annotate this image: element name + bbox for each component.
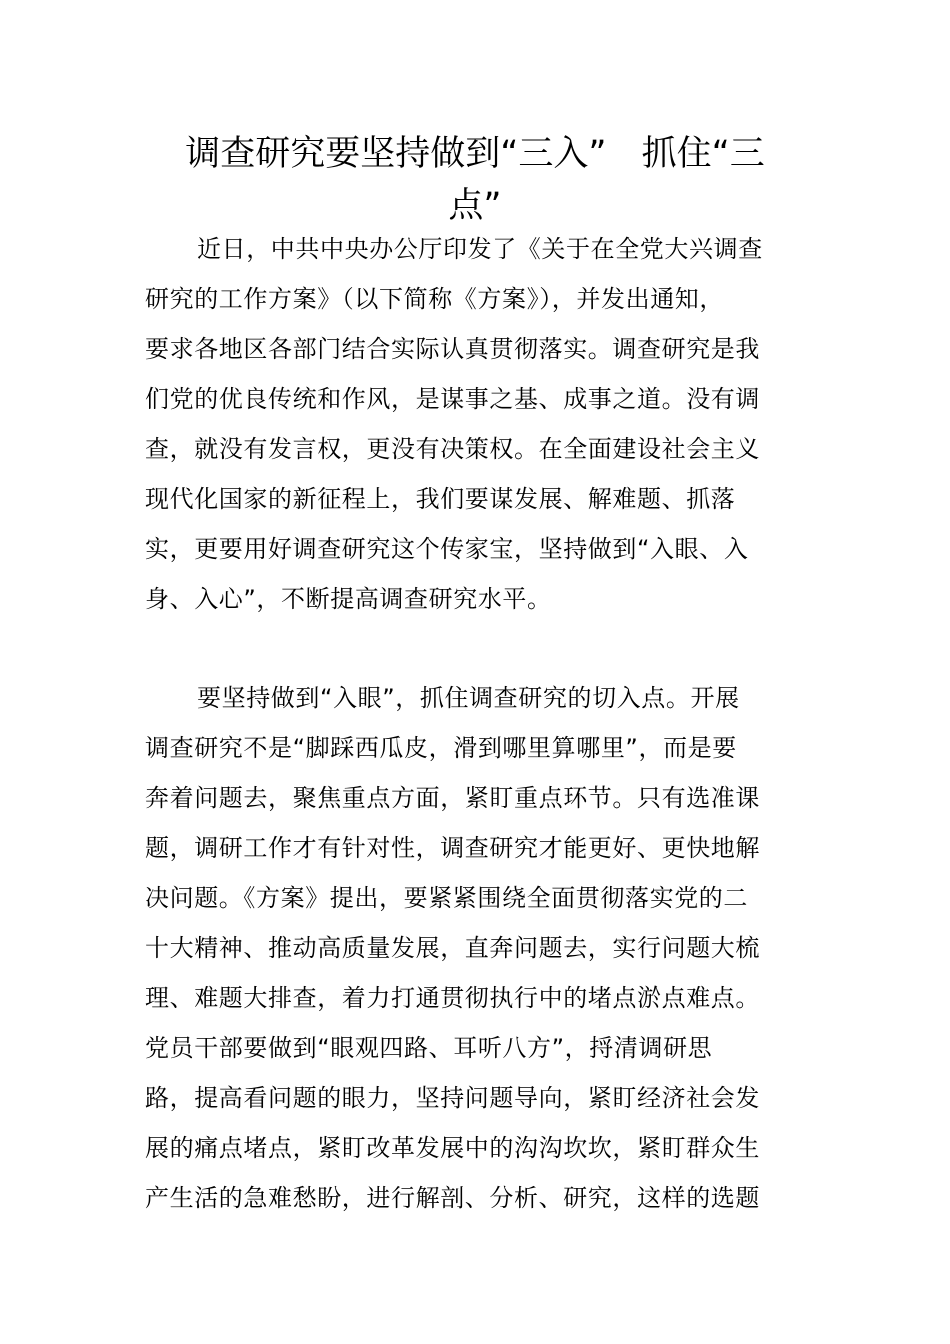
- paragraph-line: 题，调研工作才有针对性，调查研究才能更好、更快地解: [145, 834, 760, 862]
- paragraph-line: 路，提高看问题的眼力，坚持问题导向，紧盯经济社会发: [145, 1084, 760, 1112]
- paragraph-1: [145, 224, 810, 624]
- document-title: [145, 128, 805, 232]
- title-line-1: 调查研究要坚持做到“三入” 抓住“三: [185, 134, 765, 174]
- title-line-2: 点”: [448, 186, 502, 226]
- paragraph-line: 党员干部要做到“眼观四路、耳听八方”，捋清调研思: [145, 1034, 713, 1062]
- paragraph-line: 产生活的急难愁盼，进行解剖、分析、研究，这样的选题: [145, 1184, 760, 1212]
- paragraph-line: 决问题。《方案》提出，要紧紧围绕全面贯彻落实党的二: [145, 884, 748, 912]
- paragraph-line: 们党的优良传统和作风，是谋事之基、成事之道。没有调: [145, 385, 760, 413]
- paragraph-line: 理、难题大排查，着力打通贯彻执行中的堵点淤点难点。: [145, 984, 760, 1012]
- paragraph-line: 奔着问题去，聚焦重点方面，紧盯重点环节。只有选准课: [145, 784, 760, 812]
- paragraph-line: 要坚持做到“入眼”，抓住调查研究的切入点。开展: [197, 684, 740, 712]
- paragraph-line: 现代化国家的新征程上，我们要谋发展、解难题、抓落: [145, 485, 736, 513]
- paragraph-2: [145, 673, 810, 1223]
- paragraph-line: 身、入心”，不断提高调查研究水平。: [145, 585, 552, 613]
- paragraph-line: 要求各地区各部门结合实际认真贯彻落实。调查研究是我: [145, 335, 760, 363]
- paragraph-line: 展的痛点堵点，紧盯改革发展中的沟沟坎坎，紧盯群众生: [145, 1134, 760, 1162]
- paragraph-line: 十大精神、推动高质量发展，直奔问题去，实行问题大梳: [145, 934, 760, 962]
- paragraph-line: 研究的工作方案》（以下简称《方案》），并发出通知，: [145, 285, 724, 313]
- paragraph-line: 查，就没有发言权，更没有决策权。在全面建设社会主义: [145, 435, 760, 463]
- paragraph-line: 近日，中共中央办公厅印发了《关于在全党大兴调查: [197, 235, 763, 263]
- paragraph-line: 调查研究不是“脚踩西瓜皮，滑到哪里算哪里”，而是要: [145, 734, 737, 762]
- paragraph-line: 实，更要用好调查研究这个传家宝，坚持做到“入眼、入: [145, 535, 749, 563]
